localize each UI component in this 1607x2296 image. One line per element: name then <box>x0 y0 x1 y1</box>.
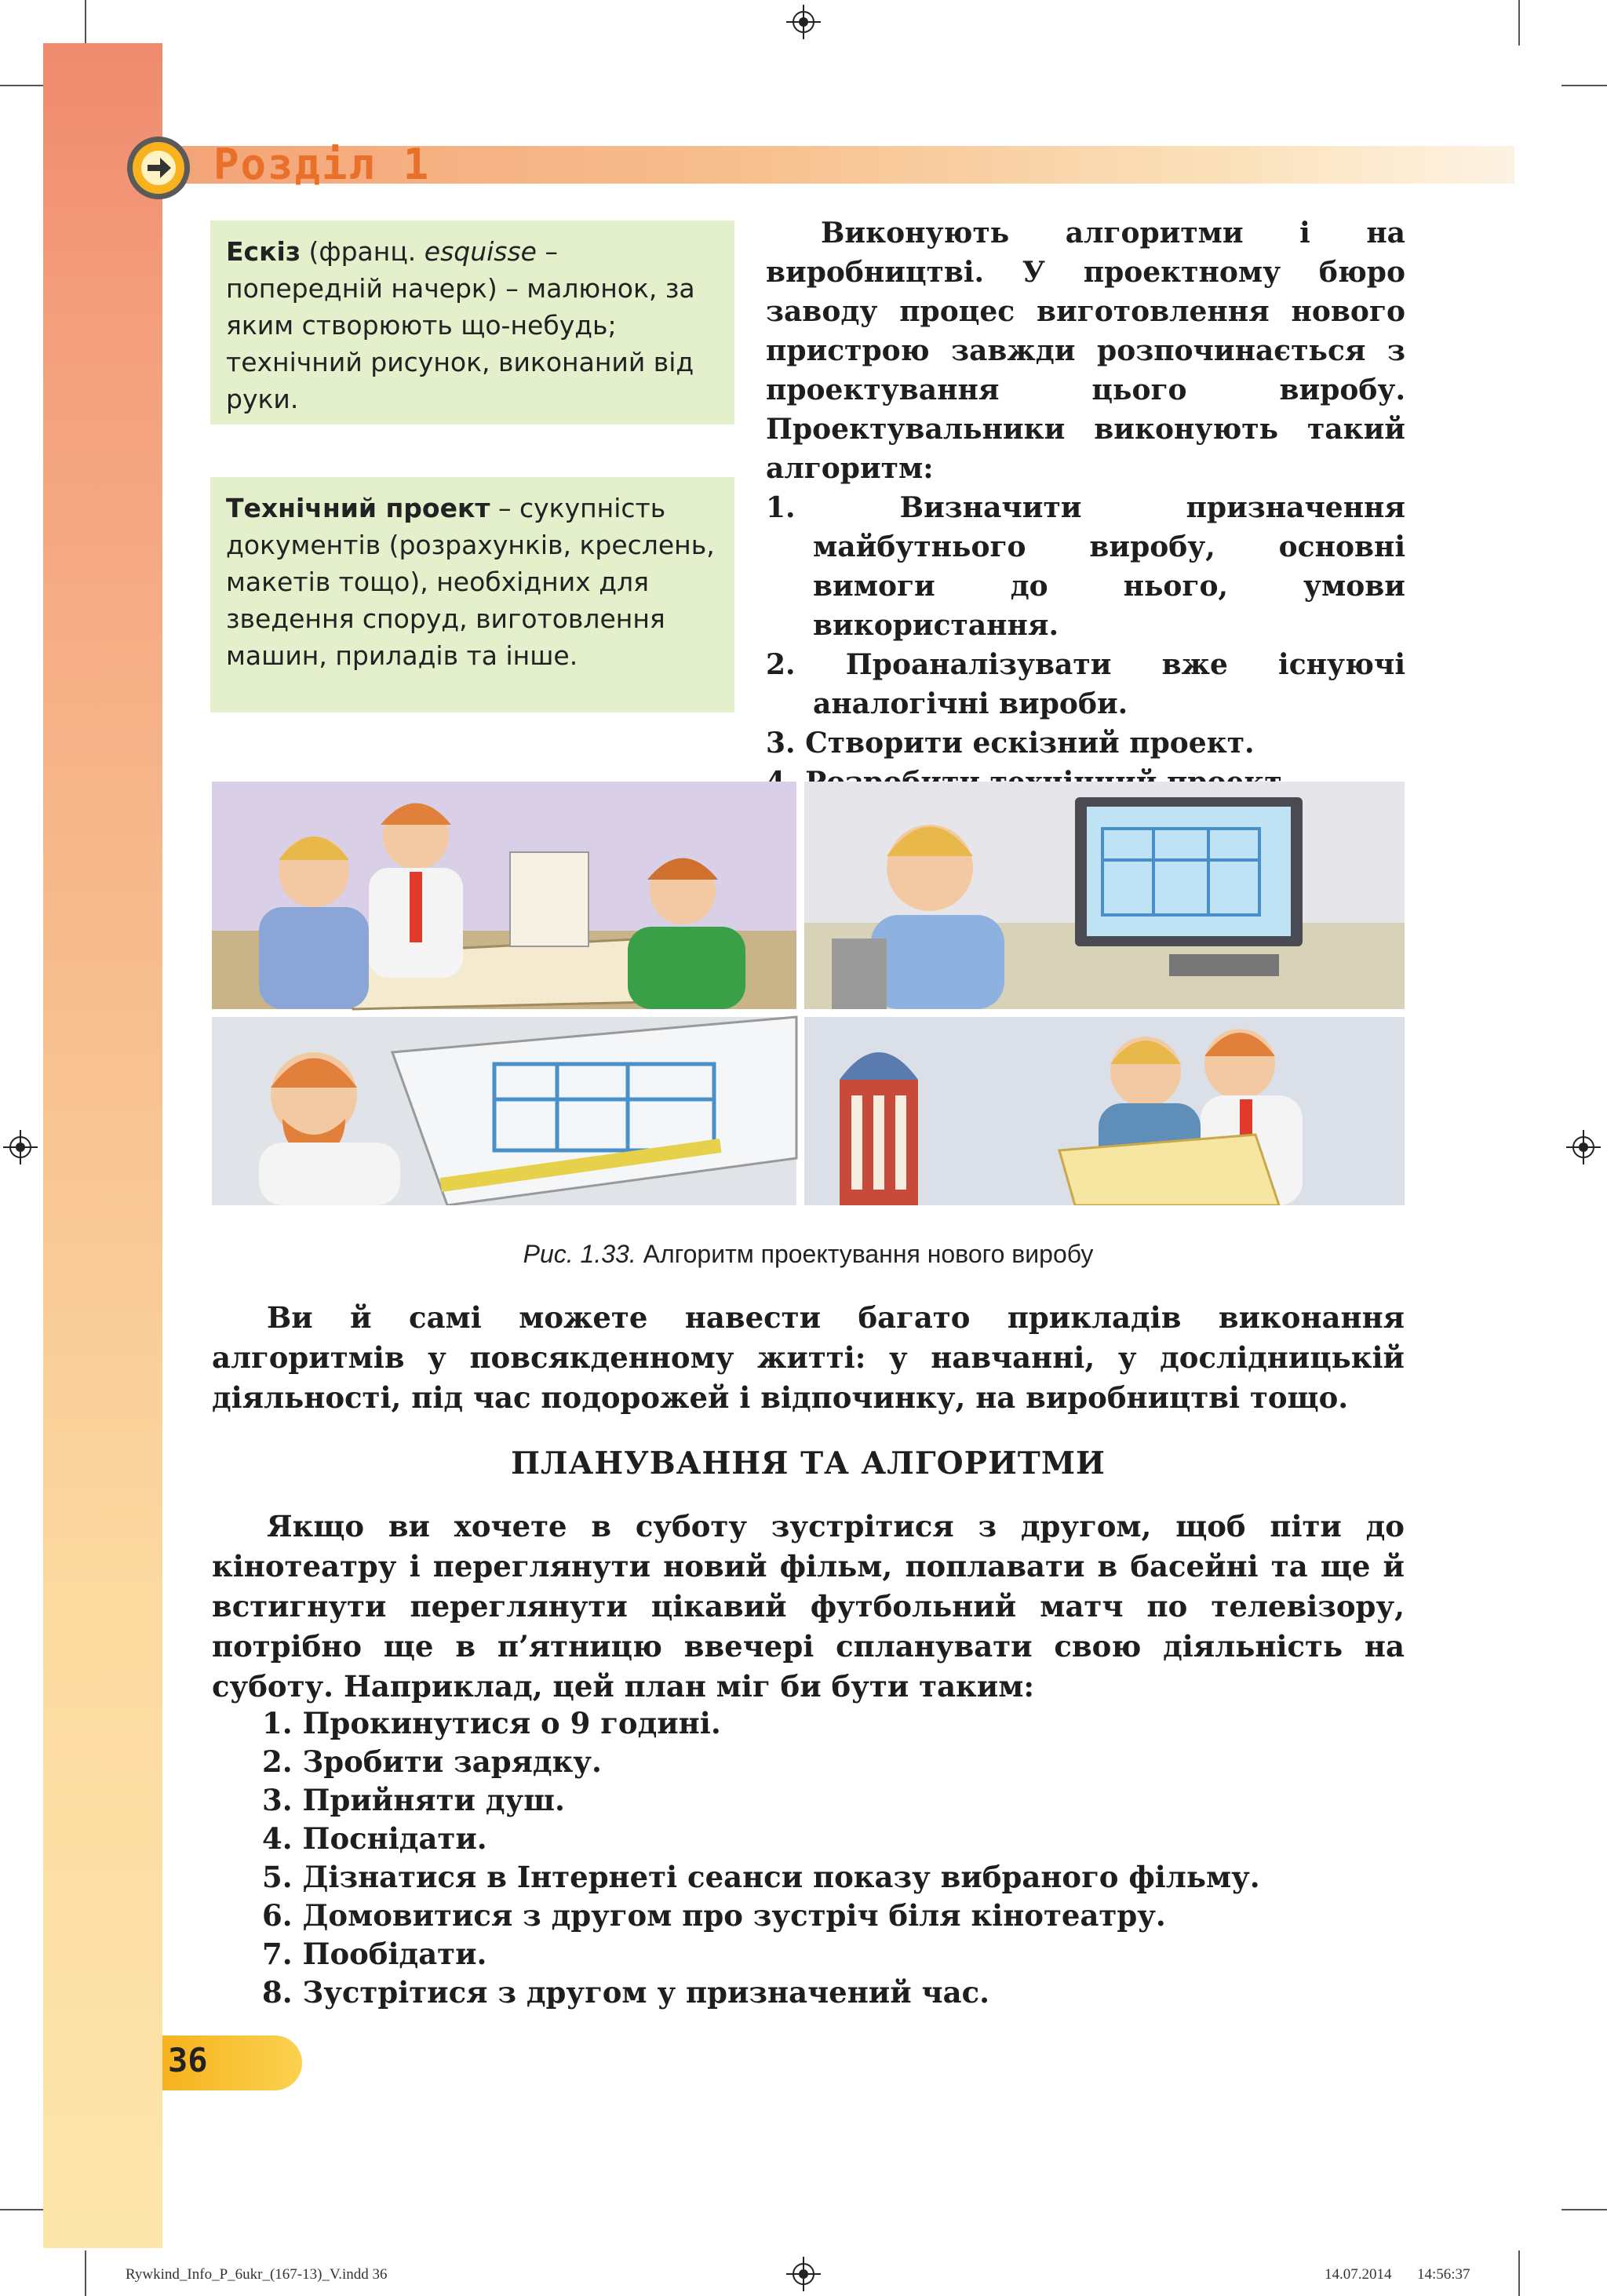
page-number: 36 <box>168 2041 208 2079</box>
slug-time: 14:56:37 <box>1417 2266 1470 2283</box>
registration-mark-icon <box>3 1130 38 1164</box>
section-title: Розділ 1 <box>213 140 431 189</box>
slug-file-name: Rywkind_Info_P_6ukr_(167-13)_V.indd 36 <box>126 2266 388 2283</box>
illustration-panel-drafting <box>212 1017 796 1205</box>
caption-label: Рис. 1.33. <box>523 1240 636 1268</box>
definition-origin-prefix: (франц. <box>301 236 425 267</box>
definition-box-sketch <box>210 220 734 425</box>
definition-text: – сукупність документів (розрахунків, креслень, макетів тощо), необхідних для зведення споруд, виготовлення машин, приладів та інше. <box>226 493 715 671</box>
planning-paragraph: Якщо ви хочете в суботу зустрітися з другом, щоб піти до кінотеатру і переглянути новий фільм, поплавати в басейні та ще й встигнути переглянути цікавий футбольний матч по телевізору, потрібно ще в п’ятницю ввечері спланувати свою діяльність на суботу. Наприклад, цей план міг би бути таким: <box>212 1509 1405 1704</box>
section-heading: ПЛАНУВАННЯ ТА АЛГОРИТМИ <box>511 1445 1106 1481</box>
list-item: 8. Зустрітися з другом у призначений час. <box>262 1975 990 2010</box>
crop-mark <box>1518 0 1520 46</box>
arrow-right-circle-icon <box>126 135 191 201</box>
registration-mark-icon <box>786 2257 821 2291</box>
definition-term: Ескіз <box>226 236 301 267</box>
crop-mark <box>0 2209 46 2210</box>
illustration-panel-computer <box>804 782 1405 1009</box>
crop-mark <box>1561 2209 1607 2210</box>
illustration-panel-model <box>804 1017 1405 1205</box>
definition-term: Технічний проект <box>226 493 490 523</box>
registration-mark-icon <box>1566 1130 1601 1164</box>
list-item: 2. Зробити зарядку. <box>262 1744 602 1779</box>
list-item: 1. Визначити призначення майбутнього виробу, основні вимоги до нього, умови використання. <box>766 491 1405 642</box>
registration-mark-icon <box>786 5 821 39</box>
design-process-illustration <box>212 782 1405 1205</box>
list-item: 6. Домовитися з другом про зустріч біля кінотеатру. <box>262 1898 1166 1933</box>
crop-mark <box>1561 85 1607 86</box>
list-item: 3. Створити ескізний проект. <box>766 727 1255 760</box>
crop-mark <box>0 85 46 86</box>
illustration-panel-discussion <box>212 782 796 1009</box>
list-item: 3. Прийняти душ. <box>262 1783 565 1817</box>
list-item: 2. Проаналізувати вже існуючі аналогічні вироби. <box>766 648 1405 720</box>
caption-text: Алгоритм проектування нового виробу <box>636 1240 1094 1268</box>
examples-paragraph: Ви й самі можете навести багато прикладів виконання алгоритмів у повсякденному житті: у навчанні, у дослідницькій діяльності, під час подорожей і відпочинку, на виробництві тощо. <box>212 1300 1405 1415</box>
right-column-text <box>766 213 1405 841</box>
list-item: 1. Прокинутися о 9 годині. <box>262 1706 721 1740</box>
definition-origin-word: esquisse <box>424 236 537 267</box>
crop-mark <box>1518 2250 1520 2296</box>
margin-color-band <box>43 43 162 2248</box>
slug-date: 14.07.2014 <box>1325 2266 1392 2283</box>
list-item: 4. Поснідати. <box>262 1821 487 1856</box>
crop-mark <box>85 0 86 46</box>
list-item: 5. Дізнатися в Інтернеті сеанси показу вибраного фільму. <box>262 1860 1260 1894</box>
crop-mark <box>85 2250 86 2296</box>
list-item: 7. Пообідати. <box>262 1937 487 1971</box>
saturday-plan-list <box>262 1704 1260 2012</box>
figure-caption <box>212 1240 1405 1269</box>
definition-box-technical-project <box>210 477 734 712</box>
definition-text: – попередній начерк) – малюнок, за яким створюють що-небудь; технічний рисунок, виконаний від руки. <box>226 236 695 414</box>
intro-paragraph: Виконують алгоритми і на виробництві. У проектному бюро заводу процес виготовлення нового пристрою завжди розпочинається з проектування цього виробу. Проектувальники виконують такий алгоритм: <box>766 217 1405 485</box>
